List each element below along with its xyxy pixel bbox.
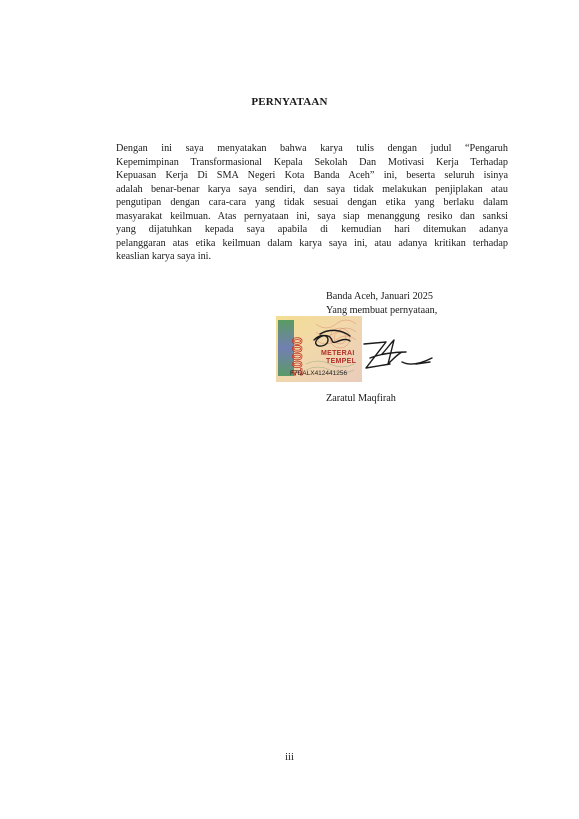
paragraph-line: keaslian karya saya ini. [116,251,212,262]
paragraph-line: Dengan ini saya menyatakan bahwa karya tulis dengan judul “Pengaruh [116,143,508,154]
statement-maker-label: Yang membuat pernyataan, [326,304,438,316]
paragraph-line: Kepuasan Kerja Di SMA Negeri Kota Banda Aceh” ini, beserta seluruh isinya [116,170,508,181]
place-date: Banda Aceh, Januari 2025 [326,291,433,302]
stamp-and-signature [276,314,436,386]
paragraph-line: pelanggaran atas etika keilmuan dalam karya saya ini, atau adanya kritikan terhadap [116,237,508,249]
svg-text:10000: 10000 [289,337,305,376]
stamp-label-tempel: TEMPEL [326,358,357,365]
stamp-label-meterai: METERAI [321,350,355,357]
statement-paragraph [116,142,508,264]
paragraph-line: Kepemimpinan Transformasional Kepala Sekolah Dan Motivasi Kerja Terhadap [116,156,508,168]
paragraph-line: masyarakat keilmuan. Atas pernyataan ini, saya siap menanggung resiko dan sanksi [116,210,508,222]
page-title: PERNYATAAN [251,96,328,108]
paragraph-line: adalah benar-benar karya saya sendiri, dan saya tidak melakukan penjiplakan atau [116,183,508,195]
page-number: iii [285,752,294,763]
signer-name: Zaratul Maqfirah [326,393,396,404]
paragraph-line: pengutipan dengan cara-cara yang tidak sesuai dengan etika yang berlaku dalam [116,197,508,208]
paragraph-line: yang dijatuhkan kepada saya apabila di kemudian hari ditemukan adanya [116,224,508,235]
stamp-serial: F7DALX412441256 [290,370,348,377]
signature-header [326,290,437,317]
